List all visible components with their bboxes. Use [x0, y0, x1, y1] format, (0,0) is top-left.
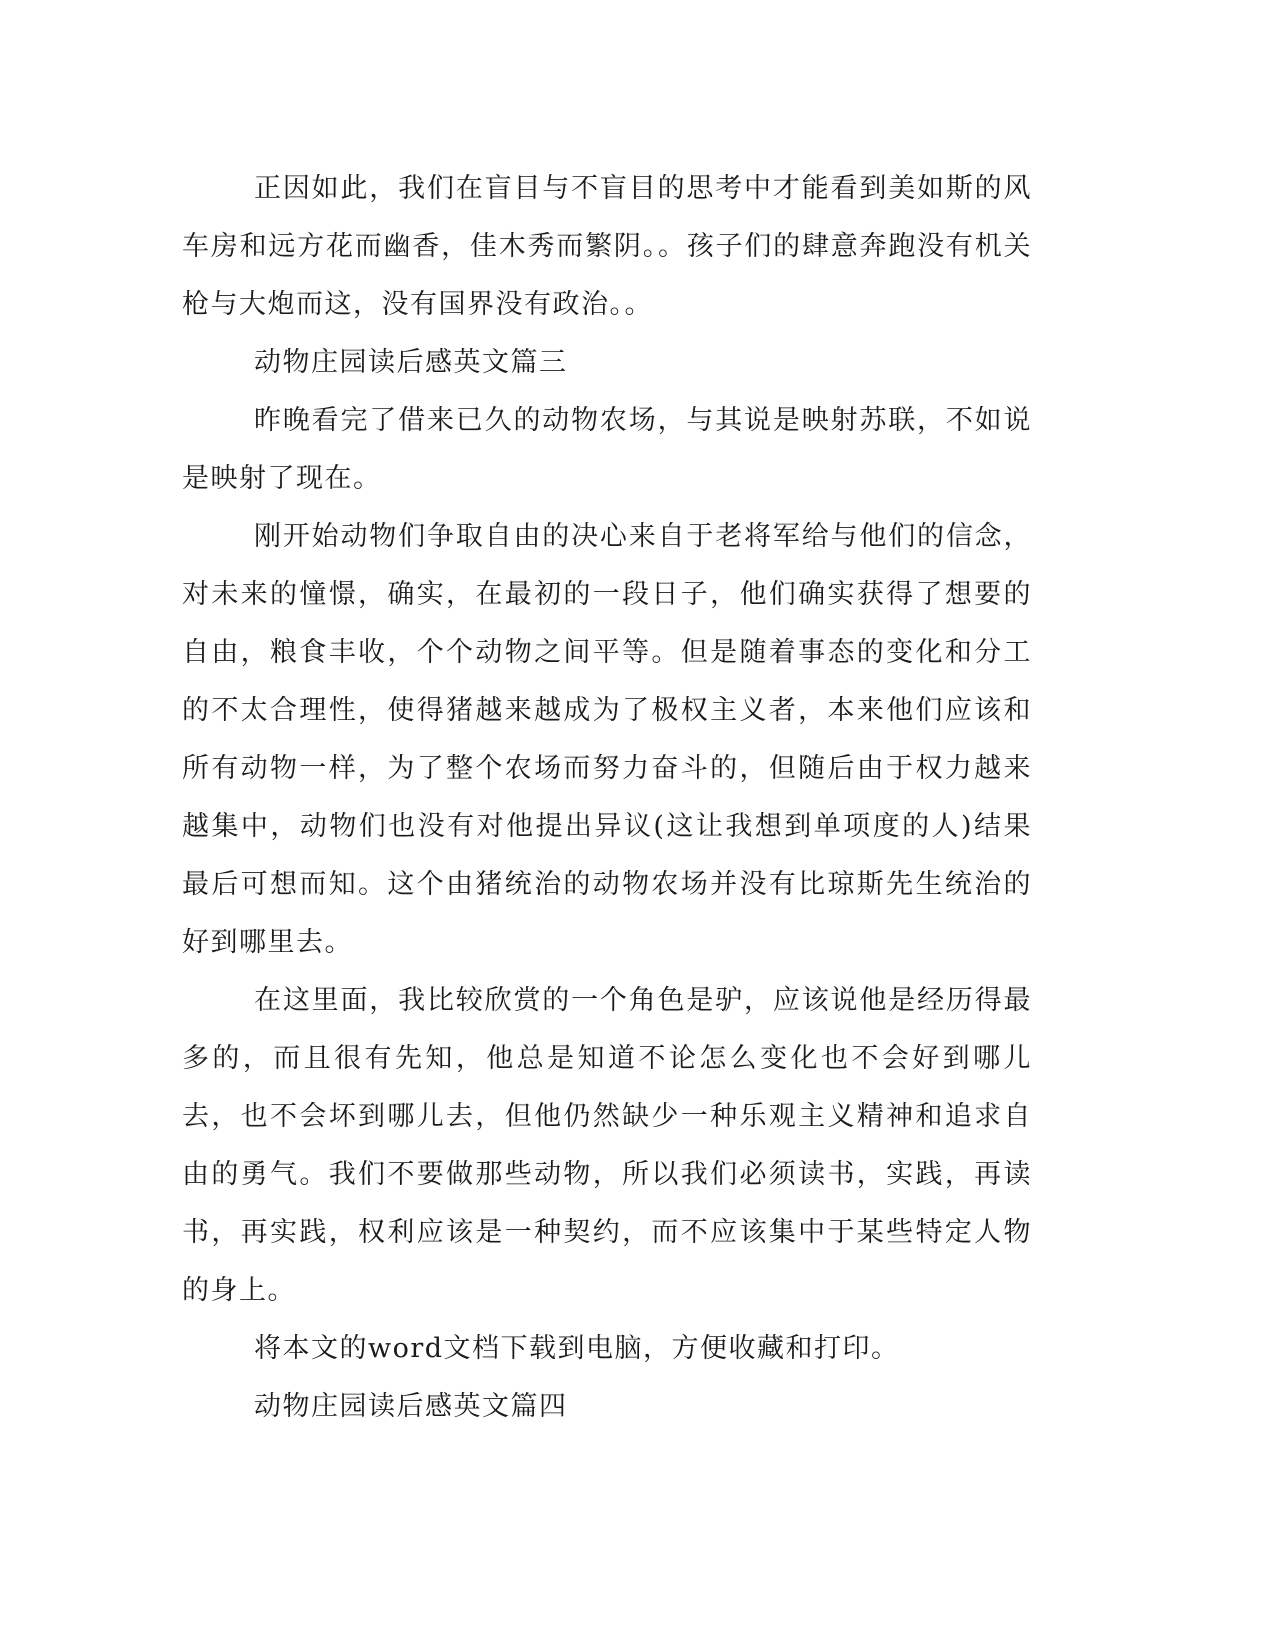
paragraph-animals-freedom: 刚开始动物们争取自由的决心来自于老将军给与他们的信念，对未来的憧憬，确实，在最初的一段日子，他们确实获得了想要的自由，粮食丰收，个个动物之间平等。但是随着事态的变化和分工的不太合理性，使得猪越来越成为了极权主义者，本来他们应该和所有动物一样，为了整个农场而努力奋斗的，但随后由于权力越来越集中，动物们也没有对他提出异议(这让我想到单项度的人)结果最后可想而知。这个由猪统治的动物农场并没有比琼斯先生统治的好到哪里去。 [182, 521, 1032, 958]
paragraph-donkey: 在这里面，我比较欣赏的一个角色是驴，应该说他是经历得最多的，而且很有先知，他总是知道不论怎么变化也不会好到哪儿去，也不会坏到哪儿去，但他仍然缺少一种乐观主义精神和追求自由的勇气。我们不要做那些动物，所以我们必须读书，实践，再读书，再实践，权利应该是一种契约，而不应该集中于某些特定人物的身上。 [182, 985, 1032, 1306]
section-heading-part-three: 动物庄园读后感英文篇三 [254, 347, 568, 378]
paragraph-windmill: 正因如此，我们在盲目与不盲目的思考中才能看到美如斯的风车房和远方花而幽香，佳木秀而繁阴。。孩子们的肆意奔跑没有机关枪与大炮而这，没有国界没有政治。。 [182, 173, 1032, 320]
document-body [182, 160, 1032, 1436]
paragraph-download-note: 将本文的word文档下载到电脑，方便收藏和打印。 [254, 1333, 900, 1364]
section-heading-part-four: 动物庄园读后感英文篇四 [254, 1391, 568, 1422]
paragraph-animal-farm-intro: 昨晚看完了借来已久的动物农场，与其说是映射苏联，不如说是映射了现在。 [182, 405, 1032, 494]
